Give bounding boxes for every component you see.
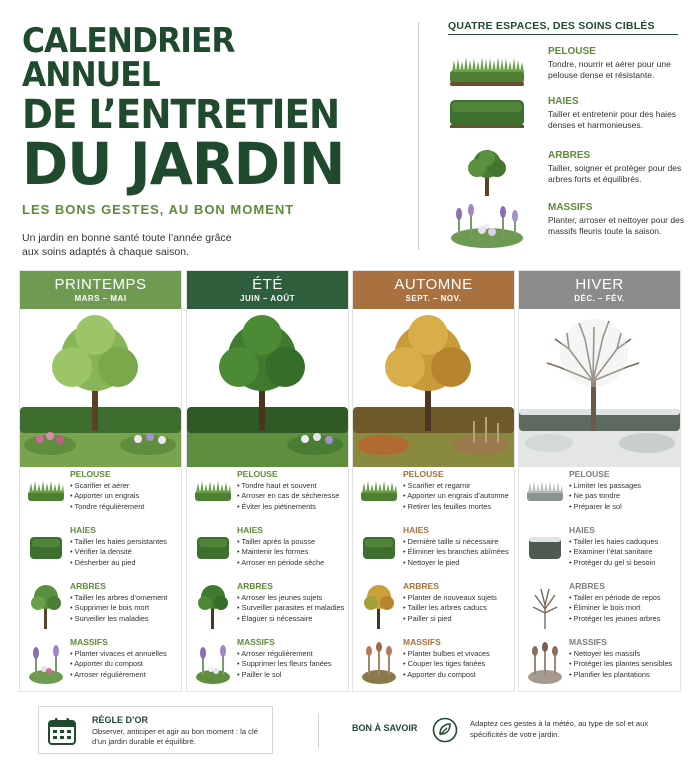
task-item: • Examiner l’état sanitaire [569, 547, 658, 557]
space-name: ARBRES [548, 150, 591, 161]
task-tree [187, 579, 348, 635]
task-name: PELOUSE [403, 469, 444, 479]
season-name: ÉTÉ [252, 276, 283, 293]
task-item: • Désherber au pied [70, 558, 167, 568]
task-item: • Pailler si pied [403, 614, 497, 624]
task-item: • Ne pas tondre [569, 491, 641, 501]
spaces-title: QUATRE ESPACES, DES SOINS CIBLÉS [448, 20, 655, 32]
hedge-icon [448, 96, 526, 144]
task-flowerbed [519, 635, 680, 691]
task-item: • Tondre régulièrement [70, 502, 144, 512]
lawn-icon [359, 471, 399, 517]
task-list [569, 537, 658, 568]
task-item: • Arroser les jeunes sujets [237, 593, 344, 603]
task-name: HAIES [403, 525, 429, 535]
bare-tree-icon [525, 583, 565, 629]
task-item: • Tailler en période de repos [569, 593, 661, 603]
spaces-title-rule [448, 34, 678, 35]
good-to-know-text: Adaptez ces gestes à la météo, au type de sol et aux spécificités de votre jardin. [470, 719, 649, 739]
page-title [22, 21, 402, 198]
calendar-icon [47, 716, 77, 746]
task-item: • Éviter les piétinements [237, 502, 339, 512]
task-item: • Tailler après la pousse [237, 537, 324, 547]
flowerbed-icon [193, 639, 233, 685]
task-item: • Protéger les jeunes arbres [569, 614, 661, 624]
task-item: • Pailler le sol [237, 670, 332, 680]
season-header [187, 271, 348, 309]
summer-garden-illustration [187, 309, 348, 467]
task-list [569, 481, 641, 512]
task-list [237, 537, 324, 568]
task-item: • Vérifier la densité [70, 547, 167, 557]
title-line-3: DU JARDIN [22, 130, 345, 198]
task-list [569, 649, 672, 680]
task-hedge [353, 523, 514, 579]
task-item: • Dernière taille si nécessaire [403, 537, 509, 547]
space-item-lawn [448, 46, 688, 96]
task-tree [20, 579, 181, 635]
tree-icon [448, 150, 526, 198]
space-name: MASSIFS [548, 202, 593, 213]
season-name: PRINTEMPS [54, 276, 147, 293]
hedge-icon [359, 527, 399, 573]
flowerbed-icon [359, 639, 399, 685]
task-item: • Préparer le sol [569, 502, 641, 512]
task-list [70, 593, 167, 624]
leaf-check-icon [432, 717, 458, 743]
task-item: • Planter de nouveaux sujets [403, 593, 497, 603]
task-flowerbed [20, 635, 181, 691]
task-item: • Arroser régulièrement [70, 670, 167, 680]
task-item: • Tondre haut et souvent [237, 481, 339, 491]
flowerbed-icon [448, 202, 526, 250]
space-desc: Planter, arroser et nettoyer pour des massifs fleuris toute la saison. [548, 215, 685, 236]
season-spring [19, 270, 182, 692]
task-list [403, 593, 497, 624]
task-item: • Nettoyer les massifs [569, 649, 672, 659]
space-item-flowerbed [448, 202, 688, 252]
task-item: • Nettoyer le pied [403, 558, 509, 568]
space-item-tree [448, 150, 688, 200]
task-item: • Planifier les plantations [569, 670, 672, 680]
intro-text: Un jardin en bonne santé toute l’année grâce aux soins adaptés à chaque saison. [22, 232, 232, 258]
task-item: • Maintenir les formes [237, 547, 324, 557]
space-name: PELOUSE [548, 46, 596, 57]
task-name: PELOUSE [237, 469, 278, 479]
golden-rule-text: Observer, anticiper et agir au bon moment : la clé d’un jardin durable et équilibré. [92, 727, 258, 747]
hedge-icon [26, 527, 66, 573]
good-to-know-title: BON À SAVOIR [352, 723, 418, 733]
season-name: AUTOMNE [394, 276, 473, 293]
task-item: • Protéger du gel si besoin [569, 558, 658, 568]
title-line-1: CALENDRIER ANNUEL [22, 21, 235, 95]
task-item: • Arroser en cas de sécheresse [237, 491, 339, 501]
task-hedge [519, 523, 680, 579]
space-desc: Tailler et entretenir pour des haies denses et harmonieuses. [548, 109, 677, 130]
task-hedge [187, 523, 348, 579]
season-header [20, 271, 181, 309]
task-name: ARBRES [403, 581, 439, 591]
task-flowerbed [187, 635, 348, 691]
task-item: • Supprimer les fleurs fanées [237, 659, 332, 669]
task-item: • Élaguer si nécessaire [237, 614, 344, 624]
task-item: • Éliminer les branches abîmées [403, 547, 509, 557]
task-tree [353, 579, 514, 635]
task-name: HAIES [70, 525, 96, 535]
golden-rule-title: RÈGLE D’OR [92, 715, 149, 725]
task-lawn [187, 467, 348, 523]
task-name: PELOUSE [70, 469, 111, 479]
task-list [403, 537, 509, 568]
task-item: • Limiter les passages [569, 481, 641, 491]
space-desc: Tondre, nourrir et aérer pour une pelouse dense et résistante. [548, 59, 671, 80]
task-name: ARBRES [70, 581, 106, 591]
task-item: • Scarifier et regarnir [403, 481, 509, 491]
task-list [237, 649, 332, 680]
task-item: • Surveiller parasites et maladies [237, 603, 344, 613]
lawn-icon [26, 471, 66, 517]
task-item: • Tailler les haies caduques [569, 537, 658, 547]
task-list [70, 481, 144, 512]
task-list [70, 649, 167, 680]
golden-rule-box [38, 706, 273, 754]
task-item: • Tailler les haies persistantes [70, 537, 167, 547]
flowerbed-icon [525, 639, 565, 685]
task-item: • Scarifier et aérer [70, 481, 144, 491]
task-item: • Tailler les arbres caducs [403, 603, 497, 613]
task-item: • Apporter un engrais d’automne [403, 491, 509, 501]
space-desc: Tailler, soigner et protéger pour des arbres forts et équilibrés. [548, 163, 682, 184]
task-list [237, 481, 339, 512]
task-item: • Arroser en période sèche [237, 558, 324, 568]
task-tree [519, 579, 680, 635]
season-header [519, 271, 680, 309]
winter-garden-illustration [519, 309, 680, 467]
task-item: • Apporter un engrais [70, 491, 144, 501]
season-autumn [352, 270, 515, 692]
task-list [569, 593, 661, 624]
header-divider [418, 22, 419, 250]
season-header [353, 271, 514, 309]
title-line-2: DE L’ENTRETIEN [22, 92, 340, 138]
task-item: • Protéger les plantes sensibles [569, 659, 672, 669]
task-item: • Supprimer le bois mort [70, 603, 167, 613]
task-name: HAIES [569, 525, 595, 535]
task-item: • Planter vivaces et annuelles [70, 649, 167, 659]
task-name: MASSIFS [569, 637, 607, 647]
task-name: MASSIFS [70, 637, 108, 647]
task-list [237, 593, 344, 624]
space-item-hedge [448, 96, 688, 146]
task-item: • Éliminer le bois mort [569, 603, 661, 613]
task-item: • Apporter du compost [70, 659, 167, 669]
task-name: HAIES [237, 525, 263, 535]
task-name: ARBRES [237, 581, 273, 591]
season-winter [518, 270, 681, 692]
task-name: MASSIFS [403, 637, 441, 647]
task-item: • Apporter du compost [403, 670, 490, 680]
task-lawn [353, 467, 514, 523]
hedge-icon [193, 527, 233, 573]
task-list [403, 649, 490, 680]
season-months: DÉC. – FÉV. [574, 294, 625, 303]
task-hedge [20, 523, 181, 579]
task-item: • Couper les tiges fanées [403, 659, 490, 669]
footer-divider [318, 714, 319, 748]
task-name: PELOUSE [569, 469, 610, 479]
task-item: • Retirer les feuilles mortes [403, 502, 509, 512]
task-name: ARBRES [569, 581, 605, 591]
spring-garden-illustration [20, 309, 181, 467]
season-summer [186, 270, 349, 692]
task-item: • Surveiller les maladies [70, 614, 167, 624]
tree-icon [26, 583, 66, 629]
task-flowerbed [353, 635, 514, 691]
autumn-garden-illustration [353, 309, 514, 467]
lawn-icon [525, 471, 565, 517]
season-name: HIVER [575, 276, 624, 293]
task-name: MASSIFS [237, 637, 275, 647]
tree-icon [193, 583, 233, 629]
task-lawn [20, 467, 181, 523]
task-list [70, 537, 167, 568]
lawn-icon [193, 471, 233, 517]
tree-icon [359, 583, 399, 629]
task-list [403, 481, 509, 512]
lawn-icon [448, 46, 526, 94]
season-months: MARS – MAI [74, 294, 127, 303]
flowerbed-icon [26, 639, 66, 685]
task-item: • Planter bulbes et vivaces [403, 649, 490, 659]
season-months: JUIN – AOÛT [240, 294, 295, 303]
task-item: • Arroser régulièrement [237, 649, 332, 659]
task-lawn [519, 467, 680, 523]
task-item: • Tailler les arbres d’ornement [70, 593, 167, 603]
subtitle: LES BONS GESTES, AU BON MOMENT [22, 202, 295, 217]
season-months: SEPT. – NOV. [405, 294, 462, 303]
hedge-icon [525, 527, 565, 573]
space-name: HAIES [548, 96, 579, 107]
